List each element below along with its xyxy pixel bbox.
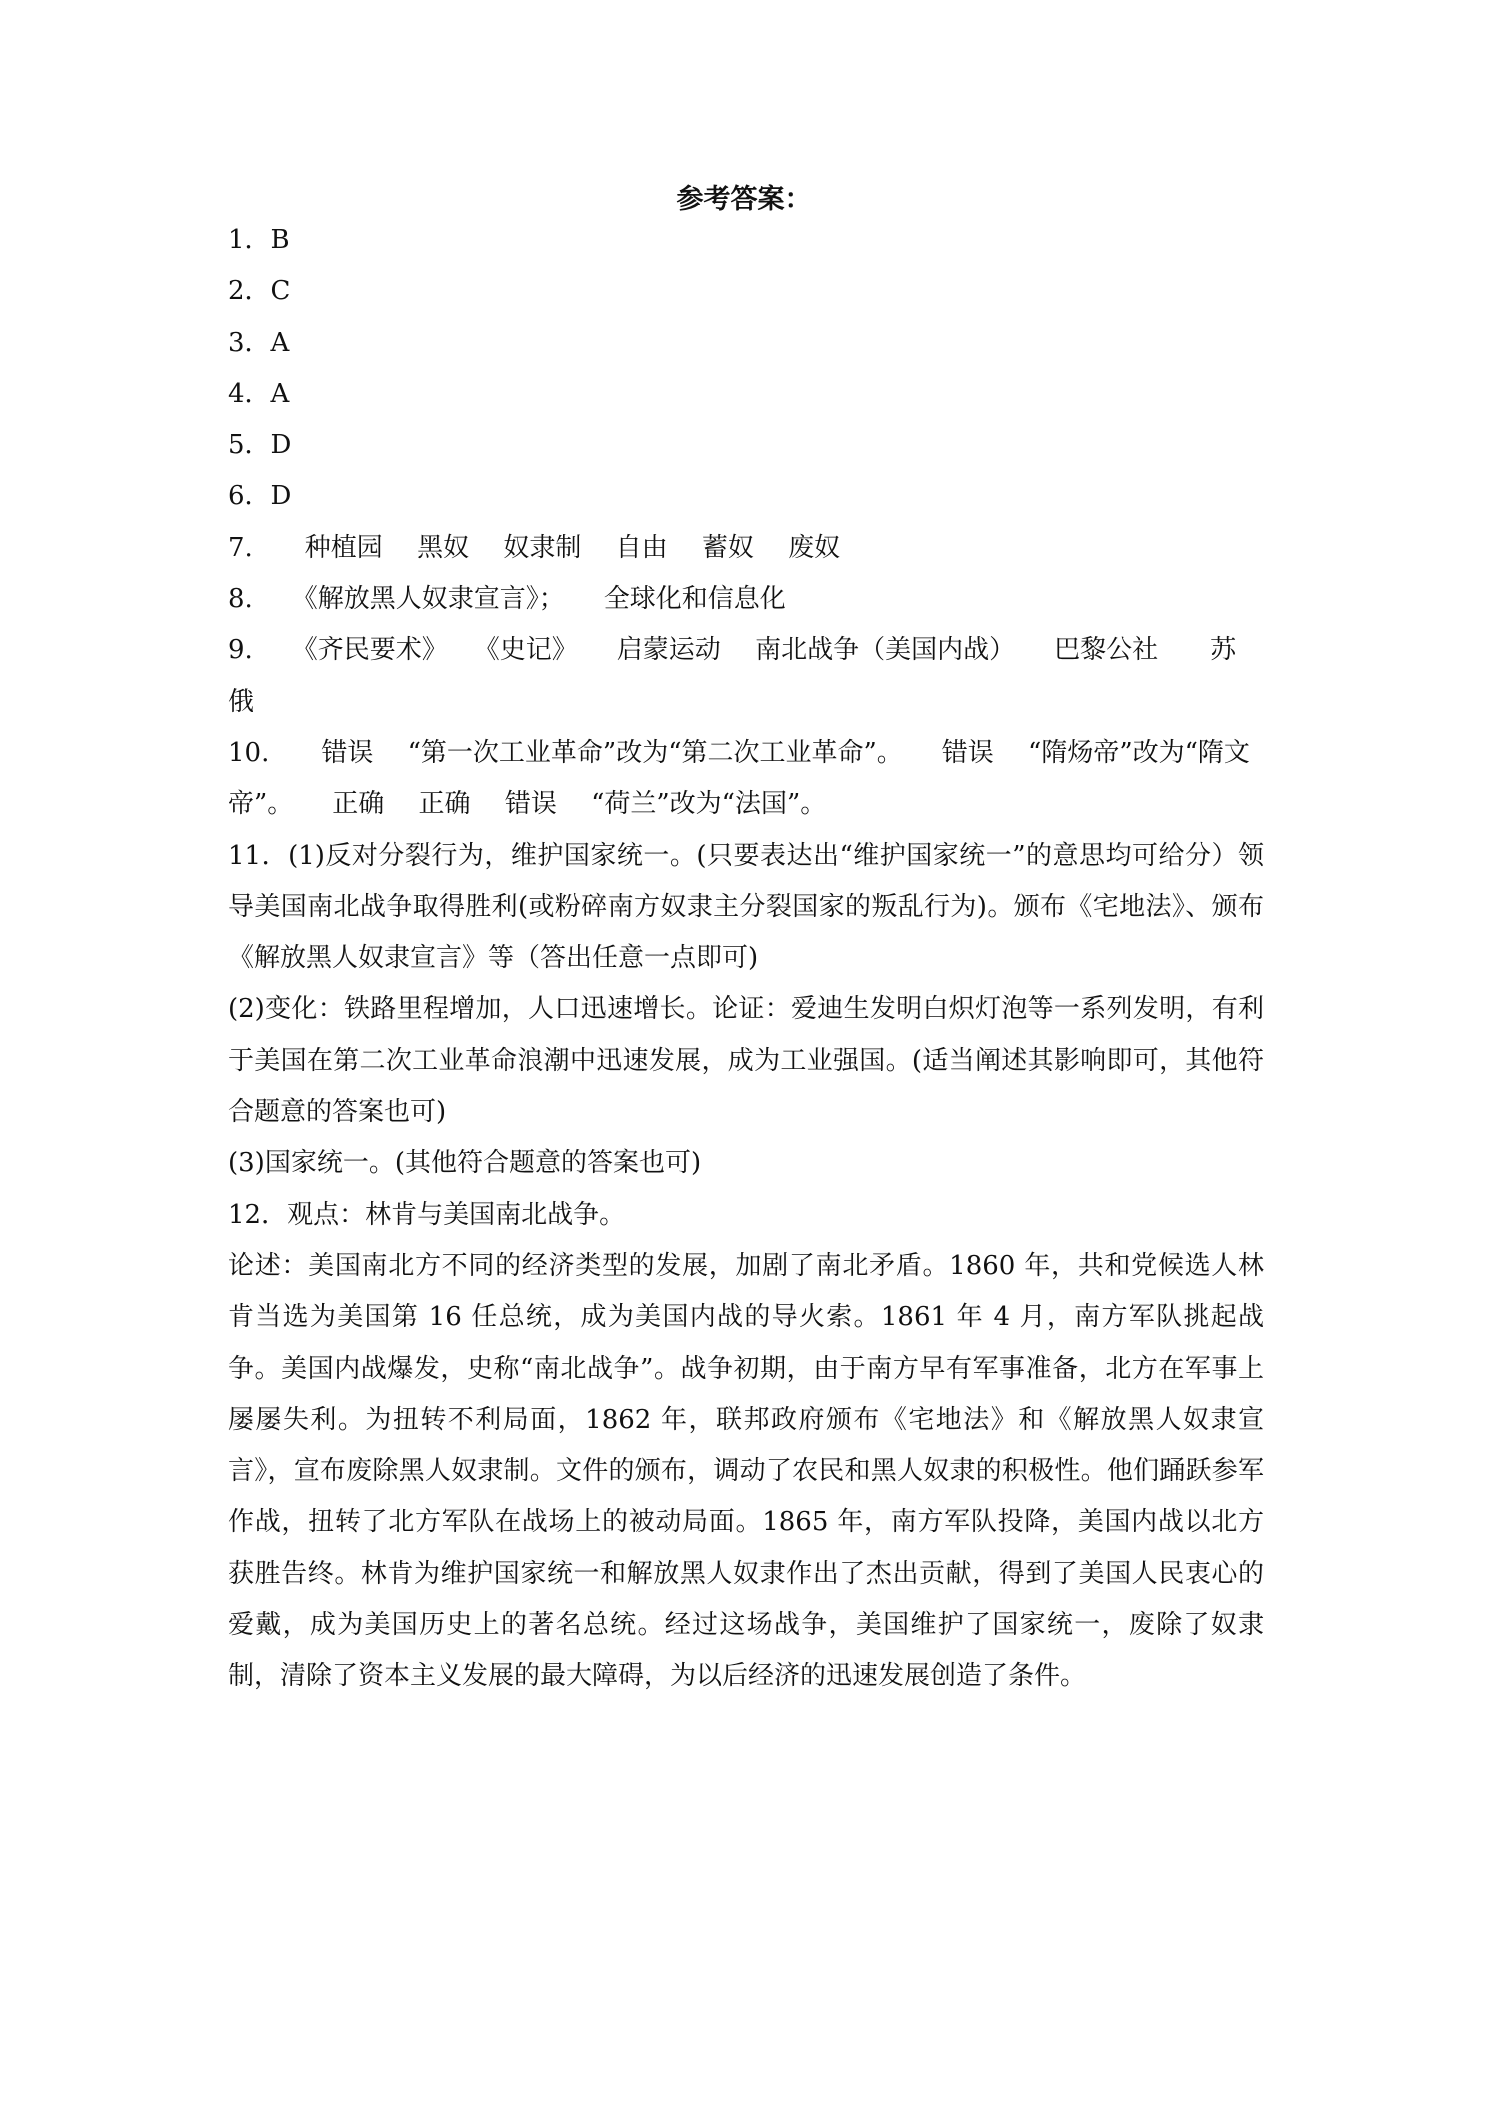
answer-list bbox=[228, 215, 1264, 1703]
answer-2: 2．C bbox=[228, 276, 291, 307]
answer-12-viewpoint: 12．观点：林肯与美国南北战争。 bbox=[228, 1199, 626, 1230]
answer-1: 1．B bbox=[228, 225, 290, 255]
answer-10-line-1: 10. 错误 “第一次工业革命”改为“第二次工业革命”。 错误 “隋炀帝”改为“隋文 bbox=[228, 737, 1250, 768]
answer-9-line-2: 俄 bbox=[228, 686, 255, 717]
answer-10-line-2: 帝”。 正确 正确 错误 “荷兰”改为“法国”。 bbox=[228, 789, 827, 820]
answer-6: 6．D bbox=[228, 481, 292, 512]
answer-7: 7. 种植园 黑奴 奴隶制 自由 蓄奴 废奴 bbox=[228, 532, 841, 563]
page-title: 参考答案： bbox=[676, 184, 812, 215]
answer-3: 3．A bbox=[228, 327, 290, 358]
answer-12-discussion: 论述：美国南北方不同的经济类型的发展，加剧了南北矛盾。1860 年，共和党候选人林肯当选为美国第 16 任总统，成为美国内战的导火索。1861 年 4 月，南方军队挑起战争。美国内战爆发，史称“南北战争”。战争初期，由于南方早有军事准备，北方在军事上屡屡失利。为扭转不利局面，1862 年，联邦政府颁布《宅地法》和《解放黑人奴隶宣言》，宣布废除黑人奴隶制。文件的颁布，调动了农民和黑人奴隶的积极性。他们踊跃参军作战，扭转了北方军队在战场上的被动局面。1865 年，南方军队投降，美国内战以北方获胜告终。林肯为维护国家统一和解放黑人奴隶作出了杰出贡献，得到了美国人民衷心的爱戴，成为美国历史上的著名总统。经过这场战争，美国维护了国家统一，废除了奴隶制，清除了资本主义发展的最大障碍，为以后经济的迅速发展创造了条件。 bbox=[228, 1250, 1264, 1692]
answer-11-part-3: (3)国家统一。(其他符合题意的答案也可) bbox=[228, 1148, 702, 1179]
answer-5: 5．D bbox=[228, 430, 292, 461]
answer-11-part-2: (2)变化：铁路里程增加，人口迅速增长。论证：爱迪生发明白炽灯泡等一系列发明，有利于美国在第二次工业革命浪潮中迅速发展，成为工业强国。(适当阐述其影响即可，其他符合题意的答案也可) bbox=[228, 994, 1264, 1128]
answer-8: 8. 《解放黑人奴隶宣言》； 全球化和信息化 bbox=[228, 584, 786, 615]
answer-11-part-1: 11．(1)反对分裂行为，维护国家统一。(只要表达出“维护国家统一”的意思均可给分）领导美国南北战争取得胜利(或粉碎南方奴隶主分裂国家的叛乱行为)。颁布《宅地法》、颁布《解放黑人奴隶宣言》等（答出任意一点即可) bbox=[228, 840, 1264, 974]
answer-9-line-1: 9. 《齐民要术》 《史记》 启蒙运动 南北战争（美国内战） 巴黎公社 苏 bbox=[228, 635, 1237, 666]
answer-4: 4．A bbox=[228, 378, 290, 409]
